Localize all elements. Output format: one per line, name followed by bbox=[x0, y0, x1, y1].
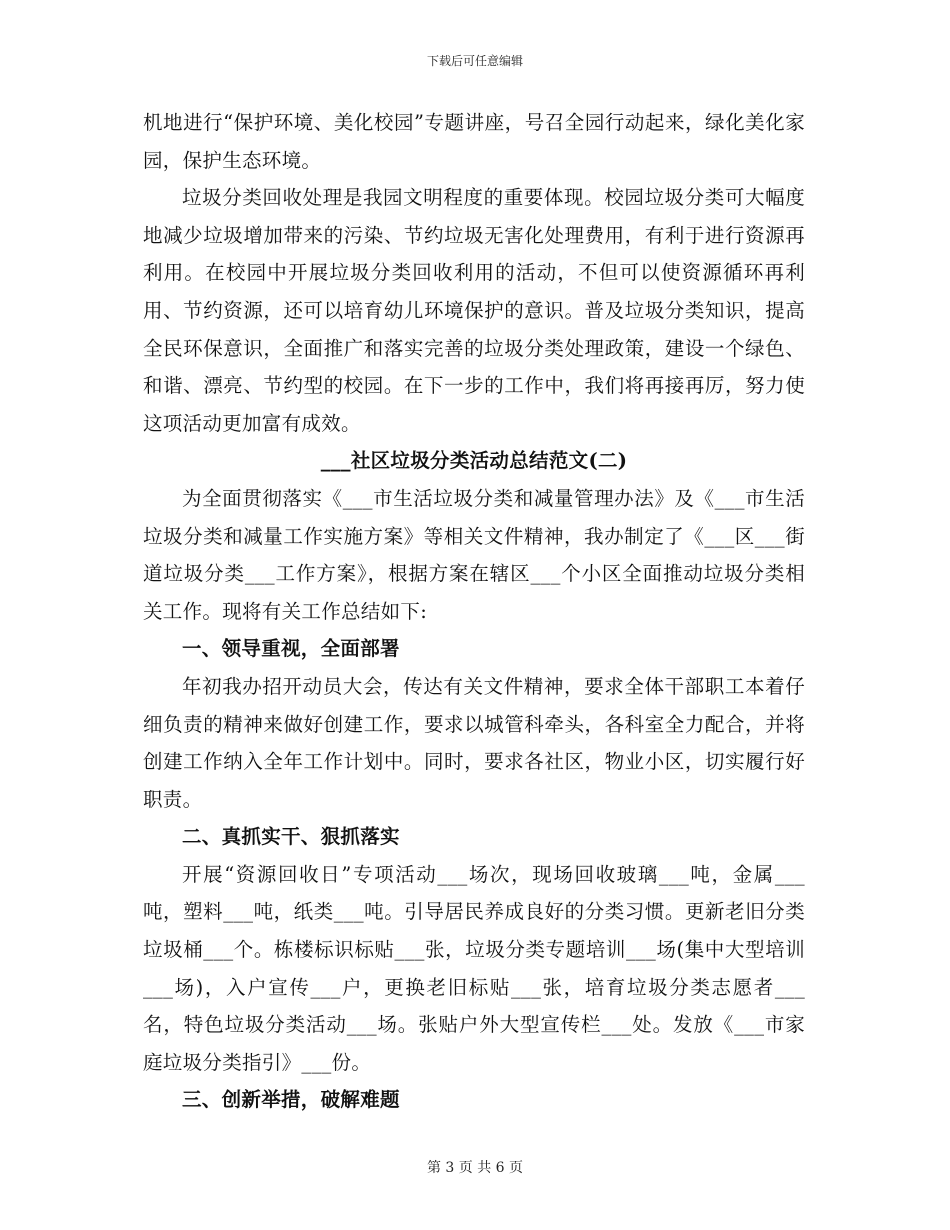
document-body bbox=[143, 104, 805, 1119]
subheading-leadership: 一、领导重视，全面部署 bbox=[182, 637, 400, 661]
paragraph-continuation: 机地进行“保护环境、美化校园”专题讲座，号召全园行动起来，绿化美化家园，保护生态环境。 bbox=[143, 111, 805, 172]
page-header: 下载后可任意编辑 bbox=[426, 54, 523, 68]
subheading-implementation: 二、真抓实干、狠抓落实 bbox=[182, 825, 400, 849]
paragraph-implementation: 开展“资源回收日”专项活动___场次，现场回收玻璃___吨，金属___吨，塑料___吨，纸类___吨。引导居民养成良好的分类习惯。更新老旧分类垃圾桶___个。栋楼标识标贴___张，垃圾分类专题培训___场(集中大型培训___场)，入户宣传___户，更换老旧标贴___张，培育垃圾分类志愿者___名，特色垃圾分类活动___场。张贴户外大型宣传栏___处。发放《___市家庭垃圾分类指引》___份。 bbox=[143, 862, 805, 1074]
section-title: ___社区垃圾分类活动总结范文(二) bbox=[320, 449, 628, 473]
paragraph-leadership: 年初我办招开动员大会，传达有关文件精神，要求全体干部职工本着仔细负责的精神来做好创建工作，要求以城管科牵头，各科室全力配合，并将创建工作纳入全年工作计划中。同时，要求各社区，物业小区，切实履行好职责。 bbox=[143, 674, 805, 811]
page-footer: 第 3 页 共 6 页 bbox=[426, 1160, 524, 1176]
subheading-innovation: 三、创新举措，破解难题 bbox=[182, 1088, 400, 1112]
paragraph-intro: 为全面贯彻落实《___市生活垃圾分类和减量管理办法》及《___市生活垃圾分类和减量工作实施方案》等相关文件精神，我办制定了《___区___街道垃圾分类___工作方案》，根据方案在辖区___个小区全面推动垃圾分类相关工作。现将有关工作总结如下: bbox=[143, 486, 805, 623]
paragraph-garbage-sorting-importance: 垃圾分类回收处理是我园文明程度的重要体现。校园垃圾分类可大幅度地减少垃圾增加带来的污染、节约垃圾无害化处理费用，有利于进行资源再利用。在校园中开展垃圾分类回收利用的活动，不但可以使资源循环再利用、节约资源，还可以培育幼儿环境保护的意识。普及垃圾分类知识，提高全民环保意识，全面推广和落实完善的垃圾分类处理政策，建设一个绿色、和谐、漂亮、节约型的校园。在下一步的工作中，我们将再接再厉，努力使这项活动更加富有成效。 bbox=[143, 186, 805, 435]
